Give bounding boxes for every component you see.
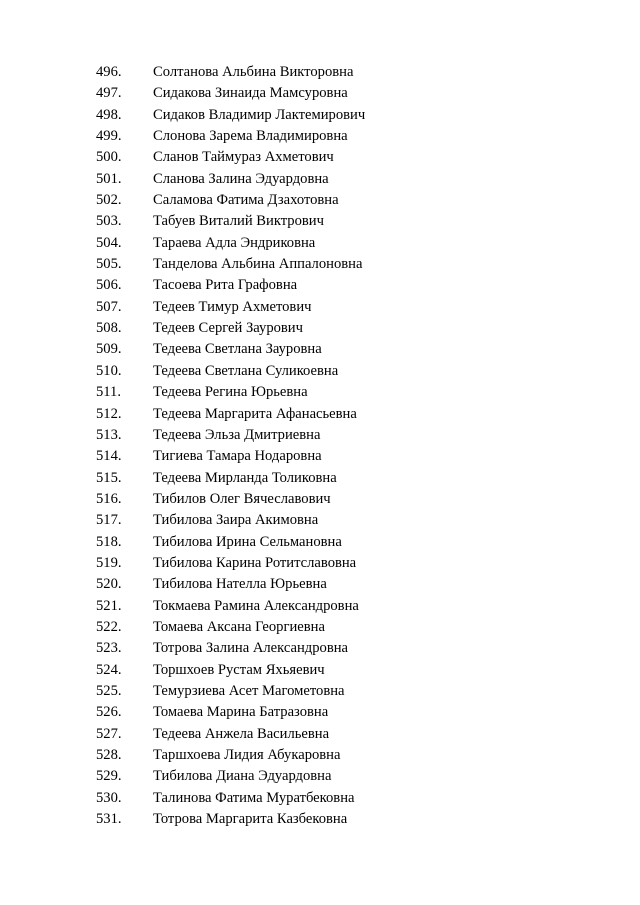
entry-number: 527. xyxy=(96,725,122,742)
list-item xyxy=(0,660,640,681)
entry-number: 521. xyxy=(96,597,122,614)
entry-number: 514. xyxy=(96,448,122,465)
list-item xyxy=(0,553,640,574)
list-item xyxy=(0,745,640,766)
entry-name: Тараева Адла Эндриковна xyxy=(153,234,316,251)
entry-name: Тасоева Рита Графовна xyxy=(153,277,298,294)
list-item xyxy=(0,382,640,403)
list-item xyxy=(0,361,640,382)
entry-number: 499. xyxy=(96,128,122,145)
entry-number: 520. xyxy=(96,576,122,593)
name-list xyxy=(0,62,640,830)
entry-name: Саламова Фатима Дзахотовна xyxy=(153,192,339,209)
list-item xyxy=(0,574,640,595)
entry-name: Тедеева Регина Юрьевна xyxy=(153,384,308,401)
list-item xyxy=(0,446,640,467)
entry-number: 505. xyxy=(96,256,122,273)
entry-name: Тибилова Заира Акимовна xyxy=(153,512,319,529)
entry-number: 504. xyxy=(96,234,122,251)
entry-number: 518. xyxy=(96,533,122,550)
entry-name: Томаева Аксана Георгиевна xyxy=(153,618,325,635)
entry-number: 498. xyxy=(96,106,122,123)
entry-name: Сланова Залина Эдуардовна xyxy=(153,170,329,187)
entry-name: Сидакова Зинаида Мамсуровна xyxy=(153,85,348,102)
list-item xyxy=(0,233,640,254)
entry-name: Тотрова Маргарита Казбековна xyxy=(153,811,348,828)
entry-name: Тибилова Нателла Юрьевна xyxy=(153,576,327,593)
entry-name: Токмаева Рамина Александровна xyxy=(153,597,359,614)
list-item xyxy=(0,404,640,425)
entry-number: 526. xyxy=(96,704,122,721)
list-item xyxy=(0,596,640,617)
entry-name: Тибилова Ирина Сельмановна xyxy=(153,533,342,550)
entry-name: Танделова Альбина Аппалоновна xyxy=(153,256,363,273)
entry-number: 496. xyxy=(96,64,122,80)
entry-number: 530. xyxy=(96,789,122,806)
entry-number: 506. xyxy=(96,277,122,294)
entry-name: Тедеева Светлана Суликоевна xyxy=(153,362,339,379)
entry-number: 515. xyxy=(96,469,122,486)
list-item xyxy=(0,83,640,104)
entry-name: Табуев Виталий Виктрович xyxy=(153,213,324,230)
list-item xyxy=(0,510,640,531)
entry-number: 501. xyxy=(96,170,122,187)
entry-name: Тотрова Залина Александровна xyxy=(153,640,349,657)
entry-number: 507. xyxy=(96,298,122,315)
entry-name: Тедеева Светлана Зауровна xyxy=(153,341,322,358)
list-item xyxy=(0,617,640,638)
entry-name: Тедеева Эльза Дмитриевна xyxy=(153,426,321,443)
list-item xyxy=(0,275,640,296)
list-item xyxy=(0,62,640,83)
list-item xyxy=(0,339,640,360)
entry-name: Тедеева Маргарита Афанасьевна xyxy=(153,405,357,422)
list-item xyxy=(0,169,640,190)
entry-name: Тигиева Тамара Нодаровна xyxy=(153,448,322,465)
list-item xyxy=(0,147,640,168)
list-item xyxy=(0,766,640,787)
list-item xyxy=(0,489,640,510)
entry-number: 508. xyxy=(96,320,122,337)
entry-number: 524. xyxy=(96,661,122,678)
entry-name: Сланов Таймураз Ахметович xyxy=(153,149,334,166)
entry-number: 512. xyxy=(96,405,122,422)
entry-number: 531. xyxy=(96,811,122,828)
entry-name: Темурзиева Асет Магометовна xyxy=(153,682,345,699)
list-item xyxy=(0,702,640,723)
list-item xyxy=(0,425,640,446)
entry-number: 511. xyxy=(96,384,121,401)
list-item xyxy=(0,468,640,489)
list-item xyxy=(0,211,640,232)
entry-name: Тедеев Тимур Ахметович xyxy=(153,298,312,315)
entry-name: Томаева Марина Батразовна xyxy=(153,704,329,721)
entry-number: 525. xyxy=(96,682,122,699)
entry-name: Торшхоев Рустам Яхьяевич xyxy=(153,661,325,678)
list-item xyxy=(0,105,640,126)
entry-number: 513. xyxy=(96,426,122,443)
entry-number: 509. xyxy=(96,341,122,358)
list-item xyxy=(0,532,640,553)
list-item xyxy=(0,681,640,702)
entry-number: 500. xyxy=(96,149,122,166)
entry-number: 522. xyxy=(96,618,122,635)
entry-number: 502. xyxy=(96,192,122,209)
entry-number: 519. xyxy=(96,554,122,571)
entry-name: Талинова Фатима Муратбековна xyxy=(153,789,355,806)
entry-number: 497. xyxy=(96,85,122,102)
entry-number: 517. xyxy=(96,512,122,529)
list-item xyxy=(0,318,640,339)
entry-name: Тибилова Карина Ротитславовна xyxy=(153,554,357,571)
entry-name: Сидаков Владимир Лактемирович xyxy=(153,106,366,123)
list-item xyxy=(0,190,640,211)
list-item xyxy=(0,126,640,147)
entry-name: Тибилова Диана Эдуардовна xyxy=(153,768,332,785)
entry-name: Таршхоева Лидия Абукаровна xyxy=(153,747,341,763)
entry-name: Слонова Зарема Владимировна xyxy=(153,128,348,145)
list-item xyxy=(0,297,640,318)
list-item xyxy=(0,638,640,659)
entry-number: 516. xyxy=(96,490,122,507)
entry-name: Тедеев Сергей Заурович xyxy=(153,320,303,337)
list-item xyxy=(0,254,640,275)
entry-number: 510. xyxy=(96,362,122,379)
entry-name: Тедеева Мирланда Толиковна xyxy=(153,469,337,486)
entry-name: Тедеева Анжела Васильевна xyxy=(153,725,330,742)
list-item xyxy=(0,788,640,809)
entry-number: 528. xyxy=(96,747,122,763)
entry-number: 503. xyxy=(96,213,122,230)
entry-number: 523. xyxy=(96,640,122,657)
list-item xyxy=(0,809,640,830)
entry-number: 529. xyxy=(96,768,122,785)
list-item xyxy=(0,724,640,745)
entry-name: Солтанова Альбина Викторовна xyxy=(153,64,354,80)
entry-name: Тибилов Олег Вячеславович xyxy=(153,490,331,507)
